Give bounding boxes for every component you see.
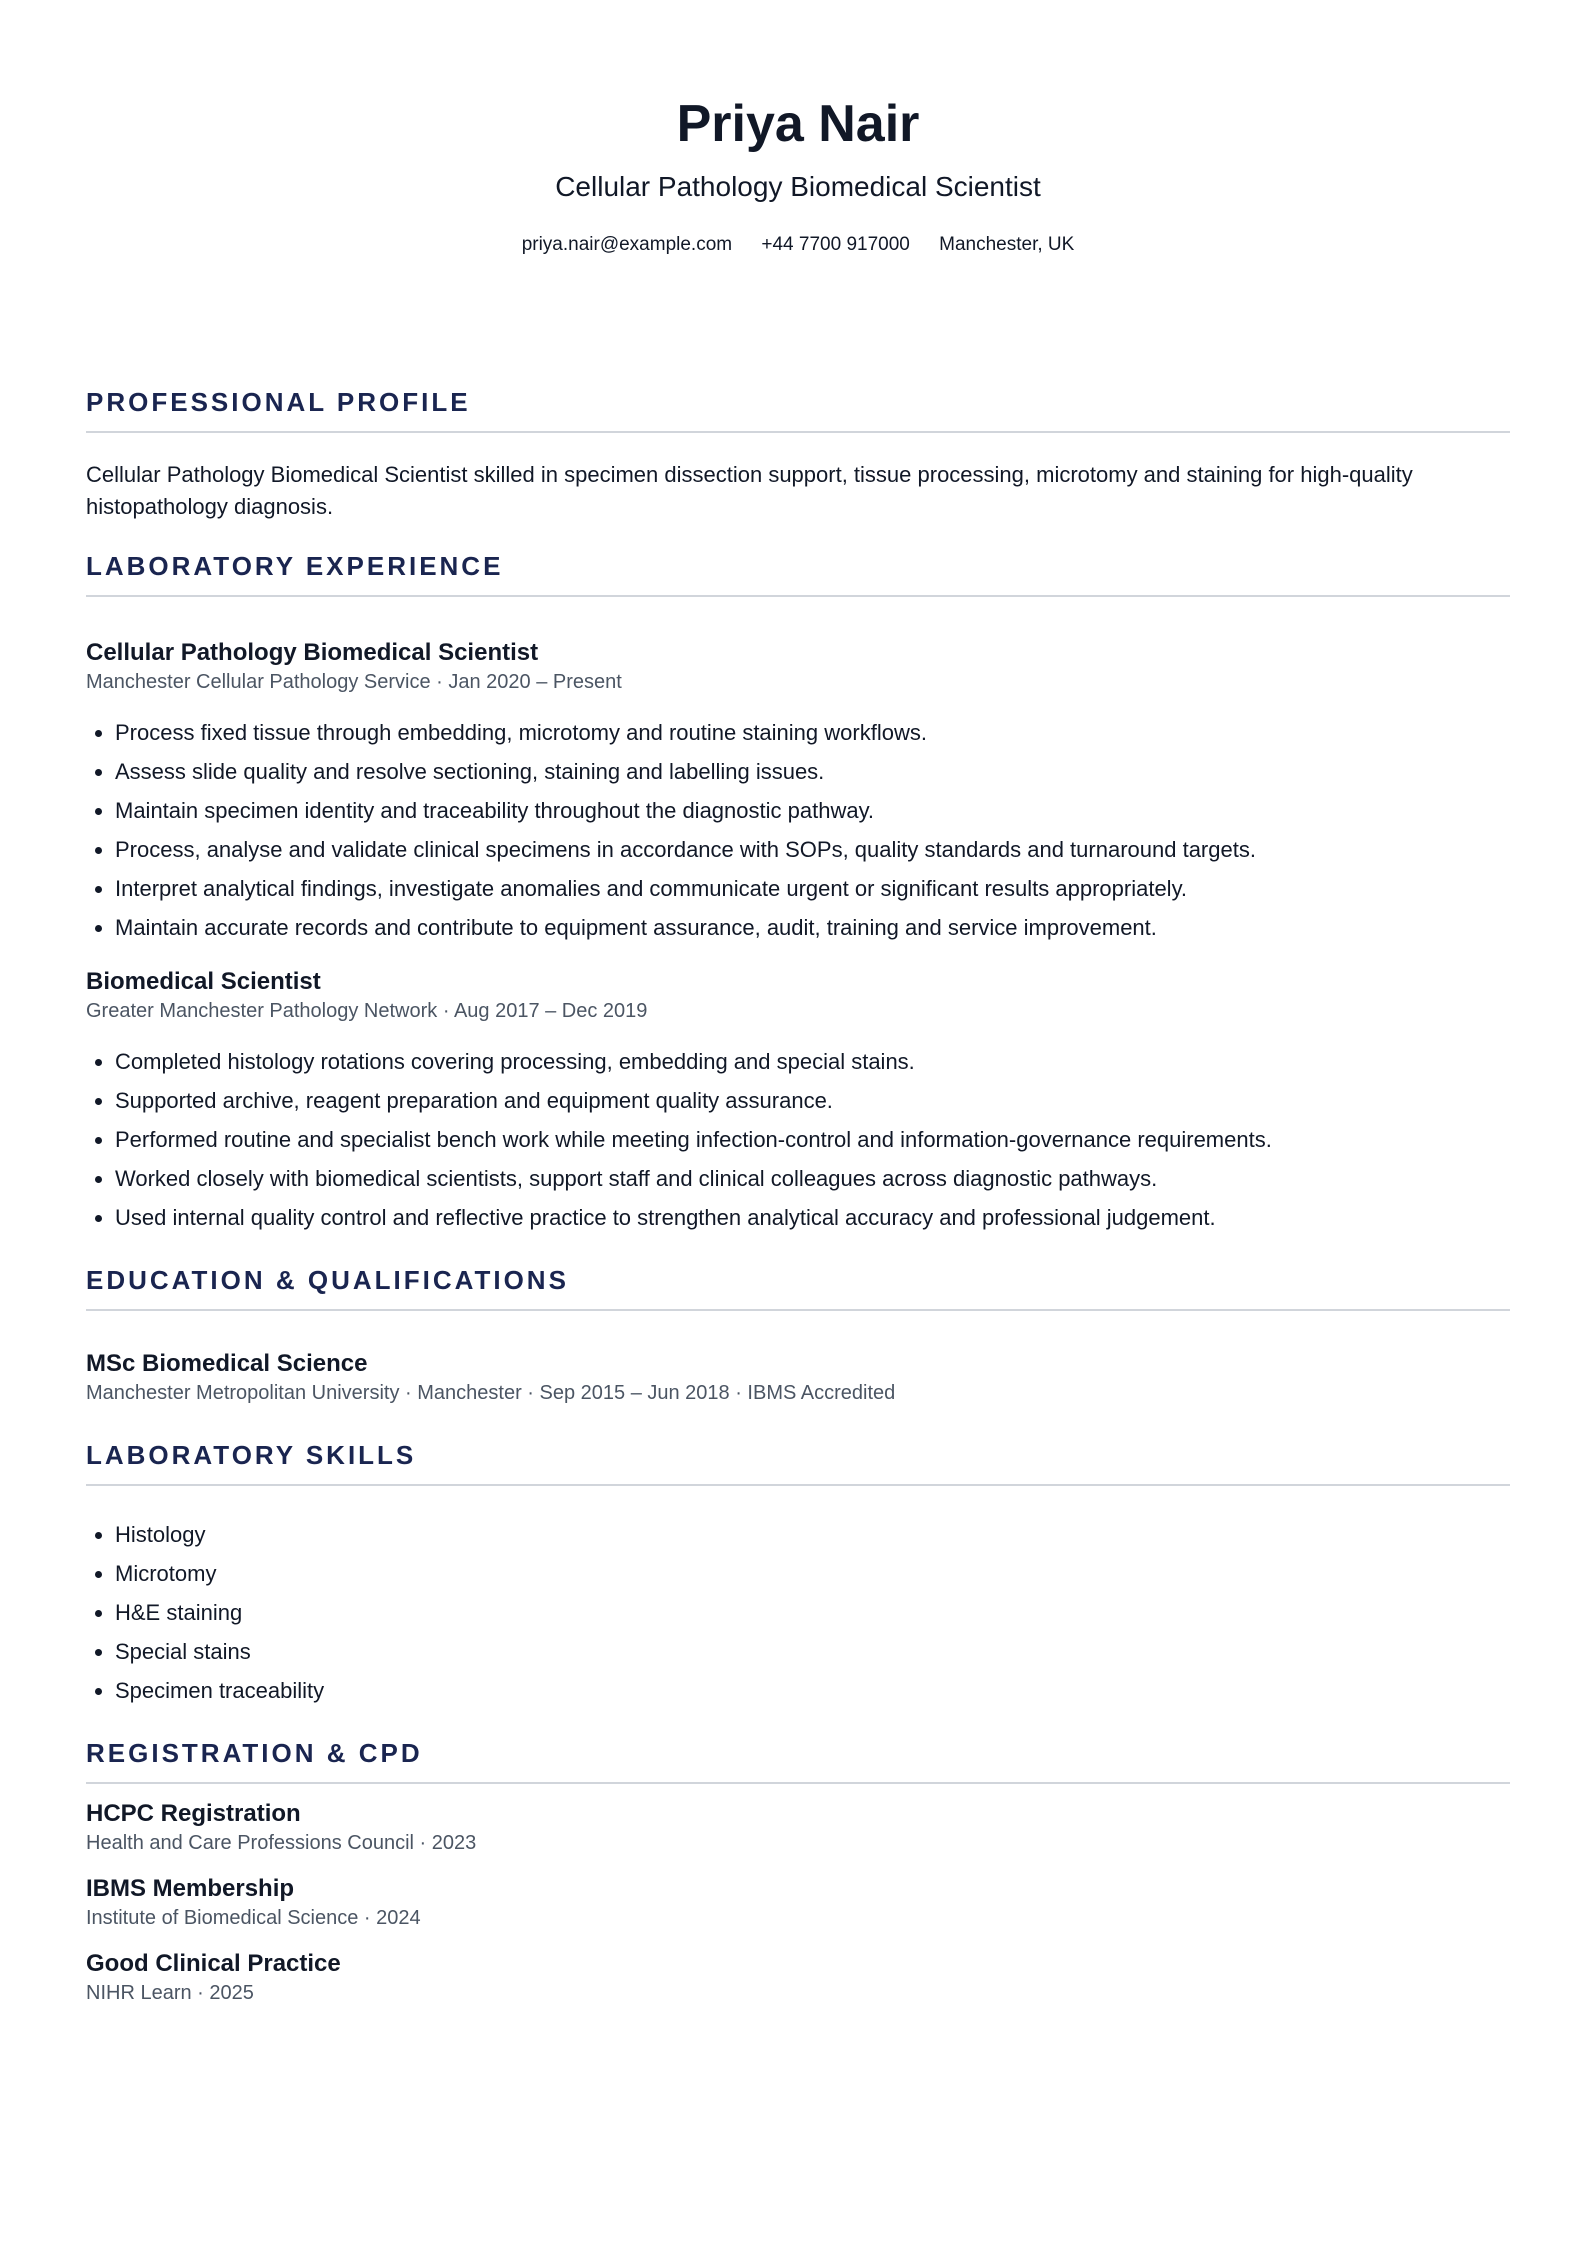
section-divider <box>86 1782 1510 1784</box>
section-title-experience: LABORATORY EXPERIENCE <box>86 551 504 581</box>
job-title: Cellular Pathology Biomedical Scientist <box>86 639 539 666</box>
degree-title: MSc Biomedical Science <box>86 1350 368 1377</box>
contact-email[interactable]: priya.nair@example.com <box>521 234 733 255</box>
list-item: • Worked closely with biomedical scientists, support staff and clinical colleagues across diagnostic pathways. <box>115 1159 1539 1198</box>
registration-title: IBMS Membership <box>86 1875 295 1902</box>
list-item: • Assess slide quality and resolve sectioning, staining and labelling issues. <box>115 752 1539 791</box>
section-divider <box>86 1484 1510 1486</box>
profile-text: Cellular Pathology Biomedical Scientist skilled in specimen dissection support, tissue processing, microtomy and staining for high-quality histopathology diagnosis. <box>86 462 1413 519</box>
list-item: • Used internal quality control and reflective practice to strengthen analytical accuracy and professional judgement. <box>115 1198 1539 1237</box>
list-item: • Process fixed tissue through embedding, microtomy and routine staining workflows. <box>115 713 1539 752</box>
section-divider <box>86 431 1510 433</box>
candidate-role: Cellular Pathology Biomedical Scientist <box>555 171 1041 202</box>
skill-item: • Microtomy <box>115 1554 1539 1593</box>
section-title-registration: REGISTRATION & CPD <box>86 1738 423 1768</box>
skill-item: • Specimen traceability <box>115 1671 1539 1710</box>
job-title: Biomedical Scientist <box>86 968 321 995</box>
job-bullets <box>86 1042 1539 1237</box>
job-meta: Greater Manchester Pathology Network · Aug 2017 – Dec 2019 <box>86 1000 648 1022</box>
job-bullets <box>86 713 1539 947</box>
candidate-name: Priya Nair <box>676 95 920 153</box>
skills-list <box>86 1515 1539 1710</box>
skill-item: • Histology <box>115 1515 1539 1554</box>
section-title-education: EDUCATION & QUALIFICATIONS <box>86 1265 569 1295</box>
registration-meta: Health and Care Professions Council · 2023 <box>86 1832 477 1854</box>
list-item: • Performed routine and specialist bench work while meeting infection-control and information-governance requirements. <box>115 1120 1539 1159</box>
list-item: • Interpret analytical findings, investigate anomalies and communicate urgent or significant results appropriately. <box>115 869 1539 908</box>
registration-meta: NIHR Learn · 2025 <box>86 1982 254 2004</box>
contact-phone[interactable]: +44 7700 917000 <box>761 234 910 255</box>
section-divider <box>86 1309 1510 1311</box>
section-title-profile: PROFESSIONAL PROFILE <box>86 387 471 417</box>
contact-location: Manchester, UK <box>939 234 1075 255</box>
degree-meta: Manchester Metropolitan University · Manchester · Sep 2015 – Jun 2018 · IBMS Accredited <box>86 1382 896 1404</box>
skill-item: • H&E staining <box>115 1593 1539 1632</box>
list-item: • Maintain accurate records and contribute to equipment assurance, audit, training and service improvement. <box>115 908 1539 947</box>
registration-meta: Institute of Biomedical Science · 2024 <box>86 1907 421 1929</box>
list-item: • Completed histology rotations covering processing, embedding and special stains. <box>115 1042 1539 1081</box>
skill-item: • Special stains <box>115 1632 1539 1671</box>
registration-title: HCPC Registration <box>86 1800 301 1827</box>
job-meta: Manchester Cellular Pathology Service · Jan 2020 – Present <box>86 671 622 693</box>
list-item: • Process, analyse and validate clinical specimens in accordance with SOPs, quality standards and turnaround targets. <box>115 830 1539 869</box>
contact-line <box>86 231 1510 259</box>
section-title-skills: LABORATORY SKILLS <box>86 1440 417 1470</box>
list-item: • Supported archive, reagent preparation and equipment quality assurance. <box>115 1081 1539 1120</box>
list-item: • Maintain specimen identity and traceability throughout the diagnostic pathway. <box>115 791 1539 830</box>
section-divider <box>86 595 1510 597</box>
registration-title: Good Clinical Practice <box>86 1950 341 1977</box>
